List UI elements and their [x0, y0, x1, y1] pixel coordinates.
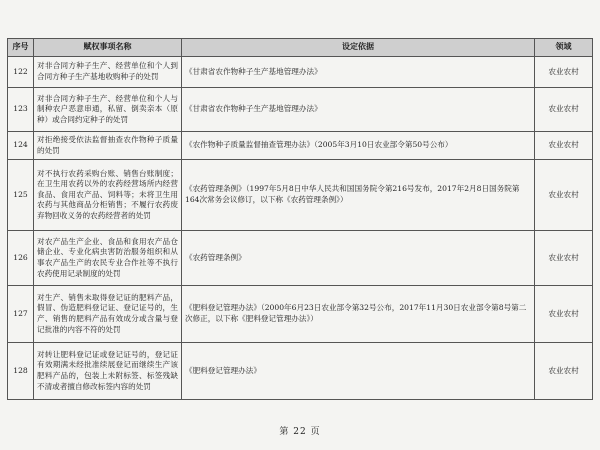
row-seq: 125	[8, 160, 34, 231]
row-seq: 127	[8, 286, 34, 343]
row-basis: 《农药管理条例》	[182, 231, 535, 286]
row-seq: 128	[8, 343, 34, 400]
header-name: 赋权事项名称	[34, 39, 182, 57]
row-name: 对非合同方种子生产、经营单位和个人到合同方种子生产基地收购种子的处罚	[34, 57, 182, 88]
row-domain: 农业农村	[535, 160, 593, 231]
authorization-table	[7, 38, 593, 400]
header-basis: 设定依据	[182, 39, 535, 57]
table-row	[8, 132, 593, 160]
table-row	[8, 88, 593, 132]
row-seq: 122	[8, 57, 34, 88]
header-domain: 领域	[535, 39, 593, 57]
row-domain: 农业农村	[535, 231, 593, 286]
table-row	[8, 343, 593, 400]
row-basis: 《甘肃省农作物种子生产基地管理办法》	[182, 88, 535, 132]
row-basis: 《农药管理条例》（1997年5月8日中华人民共和国国务院令第216号发布，2017年2月8日国务院第164次常务会议修订，以下称《农药管理条例》）	[182, 160, 535, 231]
table-row	[8, 231, 593, 286]
row-name: 对拒绝接受依法监督抽查农作物种子质量的处罚	[34, 132, 182, 160]
header-seq: 序号	[8, 39, 34, 57]
row-basis: 《肥料登记管理办法》	[182, 343, 535, 400]
row-name: 对生产、销售未取得登记证的肥料产品，假冒、伪造肥料登记证、登记证号的，生产、销售的肥料产品有效成分或含量与登记批准的内容不符的处罚	[34, 286, 182, 343]
row-domain: 农业农村	[535, 343, 593, 400]
row-seq: 123	[8, 88, 34, 132]
row-name: 对农产品生产企业、食品和食用农产品仓储企业、专业化病虫害防治服务组织和从事农产品生产的农民专业合作社等不执行农药使用记录制度的处罚	[34, 231, 182, 286]
row-name: 对不执行农药采购台账、销售台账制度；在卫生用农药以外的农药经营场所内经营食品、食用农产品、饲料等；未将卫生用农药与其他商品分柜销售；不履行农药废弃物回收义务的农药经营者的处罚	[34, 160, 182, 231]
row-basis: 《甘肃省农作物种子生产基地管理办法》	[182, 57, 535, 88]
row-domain: 农业农村	[535, 132, 593, 160]
row-basis: 《农作物种子质量监督抽查管理办法》（2005年3月10日农业部令第50号公布）	[182, 132, 535, 160]
table-row	[8, 57, 593, 88]
row-name: 对非合同方种子生产、经营单位和个人与制种农户恶意串通，私留、倒卖亲本（原种）或合同约定种子的处罚	[34, 88, 182, 132]
row-domain: 农业农村	[535, 57, 593, 88]
table-header-row	[8, 39, 593, 57]
row-domain: 农业农村	[535, 286, 593, 343]
row-seq: 124	[8, 132, 34, 160]
table-row	[8, 286, 593, 343]
row-domain: 农业农村	[535, 88, 593, 132]
row-basis: 《肥料登记管理办法》（2000年6月23日农业部令第32号公布，2017年11月30日农业部令第8号第二次修正，以下称《肥料登记管理办法》）	[182, 286, 535, 343]
row-name: 对转让肥料登记证或登记证号的，登记证有效期满未经批准续展登记而继续生产该肥料产品的，包装上未附标签、标签残缺不清或者擅自修改标签内容的处罚	[34, 343, 182, 400]
page-number: 第 22 页	[279, 427, 321, 437]
row-seq: 126	[8, 231, 34, 286]
table-row	[8, 160, 593, 231]
